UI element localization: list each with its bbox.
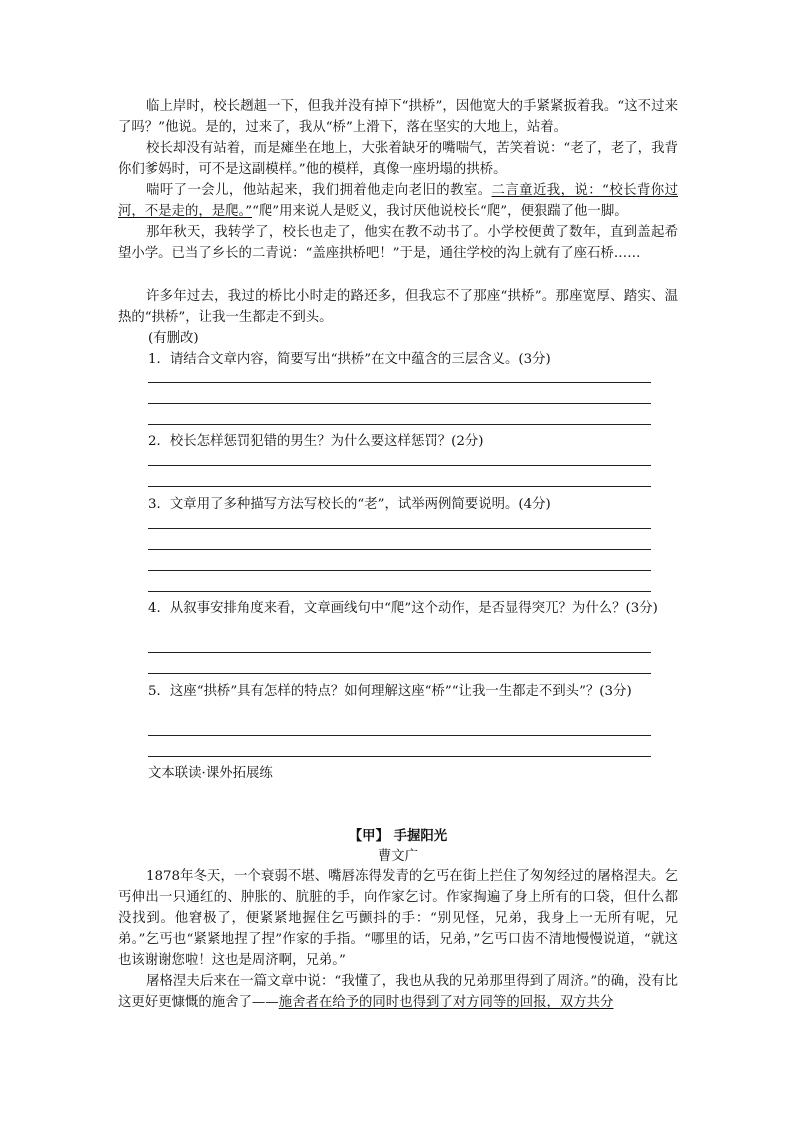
answer-line[interactable]	[148, 465, 651, 466]
article-author: 曹文广	[377, 849, 419, 864]
section-heading: 文本联读·课外拓展练	[148, 766, 273, 781]
article-title: 【甲】 手握阳光	[348, 828, 448, 844]
answer-line[interactable]	[148, 424, 651, 425]
answer-line[interactable]	[148, 528, 651, 529]
answer-line[interactable]	[148, 652, 651, 653]
story1-paragraph-4: 那年秋天，我转学了，校长也走了，他实在教不动书了。小学校便黄了数年，直到盖起希望小学。已当了乡长的二青说：“盖座拱桥吧！”于是，通往学校的沟上就有了座石桥……	[118, 225, 678, 261]
story1-paragraph-2: 校长却没有站着，而是瘫坐在地上，大张着缺牙的嘴喘气，苦笑着说：“老了，老了，我背你们爹妈时，可不是这副模样。”他的模样，真像一座坍塌的拱桥。	[118, 141, 678, 177]
story1-paragraph-5: 许多年过去，我过的桥比小时走的路还多，但我忘不了那座“拱桥”。那座宽厚、踏实、温热的“拱桥”，让我一生都走不到头。	[118, 289, 678, 325]
story2-paragraph-2-text-a: 屠格涅夫后来在一篇文章中说：“我懂了，我也从我的兄弟那里得到了周济。”的确，没有比这更好更慷慨的施舍了——	[118, 974, 678, 1010]
question-2: 2．校长怎样惩罚犯错的男生？为什么要这样惩罚？(2分)	[148, 434, 484, 449]
question-1: 1．请结合文章内容，简要写出“拱桥”在文中蕴含的三层含义。(3分)	[148, 352, 551, 367]
answer-line[interactable]	[148, 756, 651, 757]
underlined-sentence: 二言童近我，说：“校长背你过河，不是走的，是爬。”	[118, 183, 678, 219]
story1-paragraph-1: 临上岸时，校长趔趄一下，但我并没有掉下“拱桥”，因他宽大的手紧紧扳着我。“这不过来了吗？”他说。是的，过来了，我从“桥”上滑下，落在坚实的大地上，站着。	[118, 99, 678, 135]
story1-paragraph-3	[118, 180, 678, 222]
answer-line[interactable]	[148, 382, 651, 383]
answer-line[interactable]	[148, 403, 651, 404]
source-note: (有删改)	[148, 331, 199, 346]
underlined-sentence: 施舍者在给予的同时也得到了对方同等的回报，双方共分	[278, 995, 614, 1010]
answer-line[interactable]	[148, 735, 651, 736]
question-3: 3．文章用了多种描写方法写校长的“老”，试举两例简要说明。(4分)	[148, 497, 551, 512]
answer-line[interactable]	[148, 673, 651, 674]
question-4: 4．从叙事安排角度来看，文章画线句中“爬”这个动作，是否显得突兀？为什么？(3分)	[148, 601, 658, 616]
story2-paragraph-2	[118, 971, 678, 1013]
story1-paragraph-3-text-b: “爬”用来说人是贬义，我讨厌他说校长“爬”，便狠踹了他一脚。	[252, 204, 628, 219]
answer-line[interactable]	[148, 486, 651, 487]
story1-paragraph-3-text-a: 喘吁了一会儿，他站起来，我们拥着他走向老旧的教室。	[146, 183, 492, 198]
question-5: 5．这座“拱桥”具有怎样的特点？如何理解这座“桥”“让我一生都走不到头”？(3分)	[148, 684, 632, 699]
answer-line[interactable]	[148, 549, 651, 550]
answer-line[interactable]	[148, 591, 651, 592]
story2-paragraph-1: 1878年冬天，一个衰弱不堪、嘴唇冻得发青的乞丐在街上拦住了匆匆经过的屠格涅夫。乞丐伸出一只通红的、肿胀的、肮脏的手，向作家乞讨。作家掏遍了身上所有的口袋，但什么都没找到。他窘极了，便紧紧地握住乞丐颤抖的手：“别见怪，兄弟，我身上一无所有呢，兄弟。”乞丐也“紧紧地捏了捏”作家的手指。“哪里的话，兄弟，”乞丐口齿不清地慢慢说道，“就这也该谢谢您啦！这也是周济啊，兄弟。”	[118, 869, 678, 968]
answer-line[interactable]	[148, 570, 651, 571]
